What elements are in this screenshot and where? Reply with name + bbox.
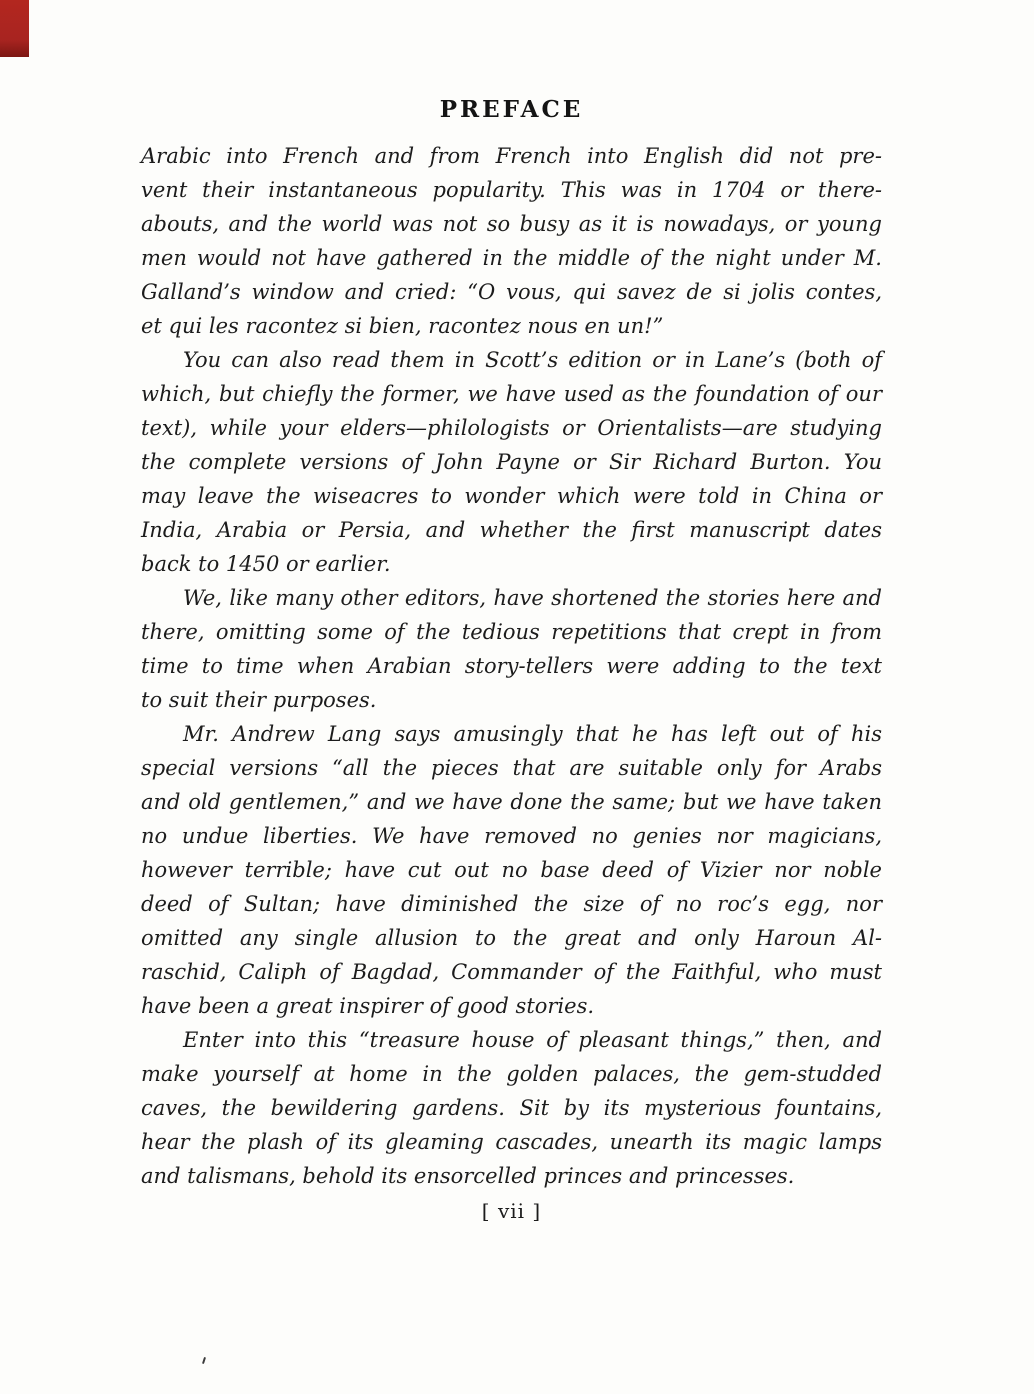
text-line: back to 1450 or earlier. (141, 552, 391, 576)
page-content (141, 96, 882, 1223)
text-line: Galland’s window and cried: “O vous, qui savez de si jolis contes, (141, 280, 882, 304)
page-number: [ vii ] (481, 1199, 542, 1223)
paragraph (141, 581, 882, 717)
text-line: which, but chiefly the former, we have used as the foundation of our (141, 382, 882, 406)
text-line: may leave the wiseacres to wonder which were told in China or (141, 484, 882, 508)
page-title: PREFACE (439, 96, 584, 123)
text-line: and talismans, behold its ensorcelled princes and princesses. (141, 1164, 795, 1188)
text-line: no undue liberties. We have removed no genies nor magicians, (141, 824, 882, 848)
text-line: the complete versions of John Payne or Sir Richard Burton. You (141, 450, 882, 474)
text-line: We, like many other editors, have shortened the stories here and (183, 586, 882, 610)
text-line: Mr. Andrew Lang says amusingly that he has left out of his (183, 722, 882, 746)
text-line: text), while your elders—philologists or Orientalists—are studying (141, 416, 882, 440)
text-line: make yourself at home in the golden palaces, the gem-studded (141, 1062, 882, 1086)
text-line: have been a great inspirer of good stories. (141, 994, 595, 1018)
text-line: to suit their purposes. (141, 688, 377, 712)
text-line: et qui les racontez si bien, racontez nous en un!” (141, 314, 664, 338)
text-line: vent their instantaneous popularity. This was in 1704 or there- (141, 178, 882, 202)
text-line: India, Arabia or Persia, and whether the first manuscript dates (141, 518, 882, 542)
text-line: Enter into this “treasure house of pleasant things,” then, and (183, 1028, 882, 1052)
text-line: and old gentlemen,” and we have done the same; but we have taken (141, 790, 882, 814)
text-line: however terrible; have cut out no base deed of Vizier nor noble (141, 858, 882, 882)
text-line: raschid, Caliph of Bagdad, Commander of the Faithful, who must (141, 960, 882, 984)
text-line: abouts, and the world was not so busy as it is nowadays, or young (141, 212, 882, 236)
scan-ribbon-artifact (0, 0, 29, 57)
text-line: special versions “all the pieces that are suitable only for Arabs (141, 756, 882, 780)
text-line: hear the plash of its gleaming cascades, unearth its magic lamps (141, 1130, 882, 1154)
text-line: You can also read them in Scott’s edition or in Lane’s (both of (183, 348, 882, 372)
text-line: deed of Sultan; have diminished the size of no roc’s egg, nor (141, 892, 882, 916)
paragraph (141, 343, 882, 581)
paragraph (141, 1023, 882, 1193)
page-body (141, 139, 882, 1193)
text-line: men would not have gathered in the middle of the night under M. (141, 246, 882, 270)
text-line: there, omitting some of the tedious repetitions that crept in from (141, 620, 882, 644)
scan-speck-artifact (202, 1357, 206, 1364)
paragraph (141, 139, 882, 343)
text-line: omitted any single allusion to the great and only Haroun Al- (141, 926, 882, 950)
paragraph (141, 717, 882, 1023)
text-line: time to time when Arabian story-tellers were adding to the text (141, 654, 882, 678)
text-line: Arabic into French and from French into English did not pre- (141, 144, 882, 168)
text-line: caves, the bewildering gardens. Sit by its mysterious fountains, (141, 1096, 882, 1120)
